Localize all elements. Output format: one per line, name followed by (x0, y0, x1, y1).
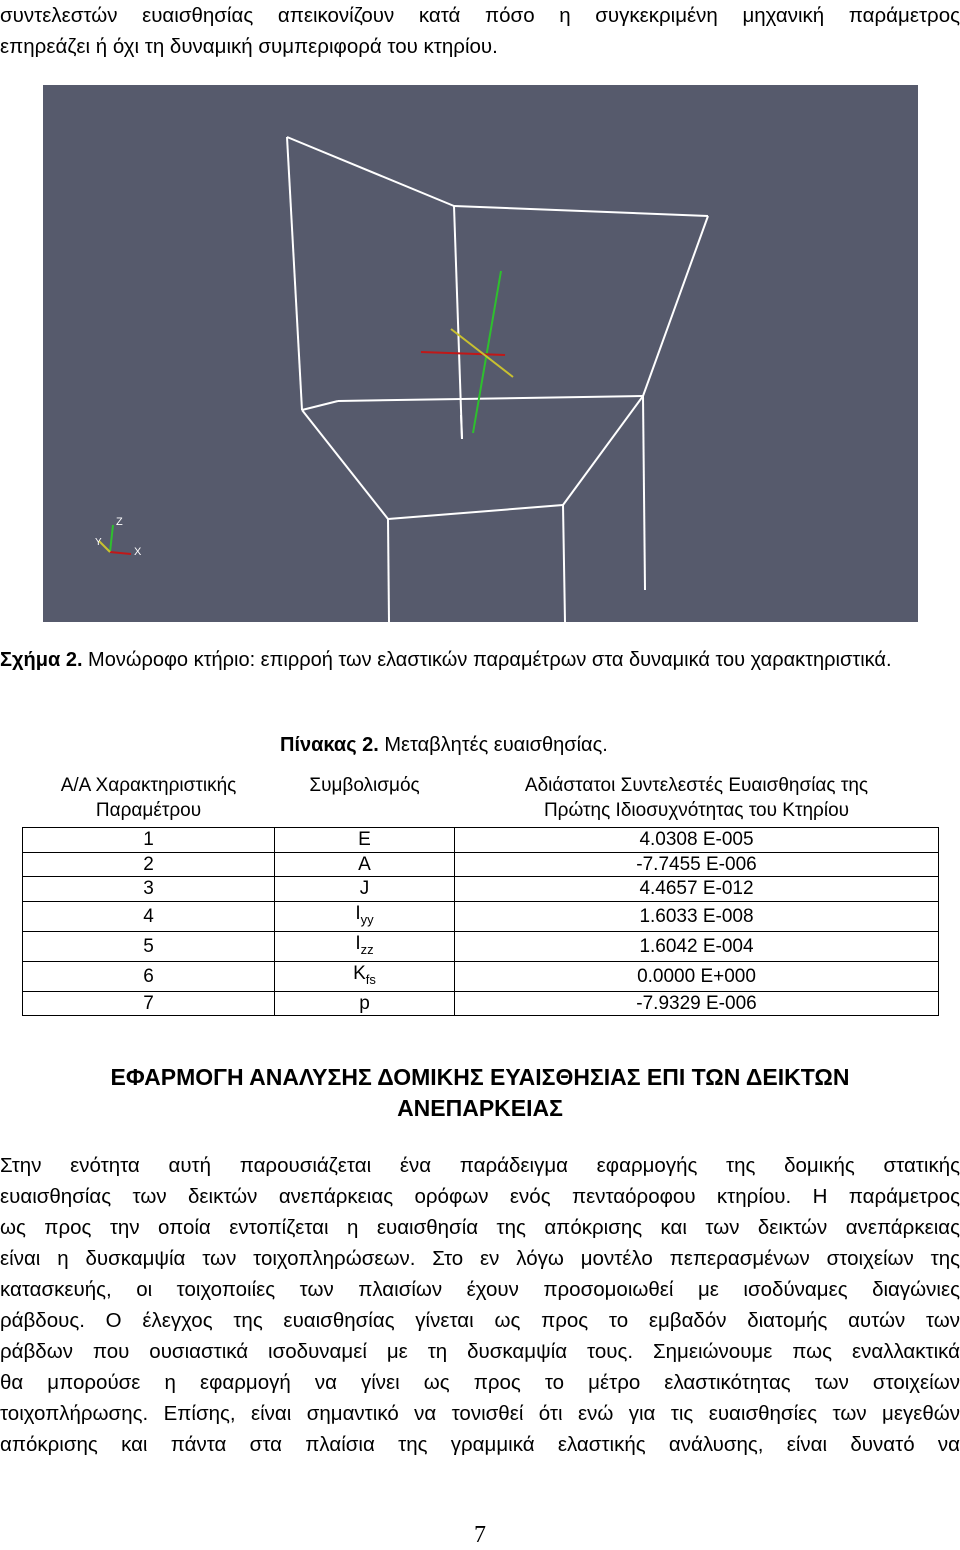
row-index: 6 (23, 961, 275, 991)
body-line: ράβδους. Ο έλεγχος της ευαισθησίας γίνεται ως προς το εμβαδόν διατομής αυτών των (0, 1309, 960, 1332)
table-row (23, 828, 939, 853)
row-symbol: E (275, 828, 455, 853)
row-symbol: $K_{fs}$ (275, 961, 455, 991)
table-row (23, 961, 939, 991)
table-title-text: Μεταβλητές ευαισθησίας. (378, 734, 608, 756)
row-index: 7 (23, 991, 275, 1016)
row-coefficient: -7.9329 E-006 (455, 991, 939, 1016)
row-symbol: p (275, 991, 455, 1016)
body-paragraph (0, 1150, 960, 1460)
row-coefficient: 1.6033 E-008 (455, 901, 939, 931)
intro-paragraph (0, 0, 960, 62)
row-index: 5 (23, 931, 275, 961)
row-coefficient: 1.6042 E-004 (455, 931, 939, 961)
figure-caption-text: Μονώροφο κτήριο: επιρροή των ελαστικών παραμέτρων στα δυναμικά του χαρακτηριστικά. (82, 649, 892, 671)
body-line: είναι η δυσκαμψία των τοιχοπληρώσεων. Στο εν λόγω μοντέλο πεπερασμένων στοιχείων της (0, 1247, 960, 1270)
intro-line-2: επηρεάζει ή όχι τη δυναμική συμπεριφορά του κτηρίου. (0, 35, 498, 58)
body-line: ως προς την οποία εντοπίζεται η ευαισθησία της απόκρισης και των δεικτών ανεπάρκειας (0, 1216, 960, 1239)
wireframe-model (43, 85, 918, 622)
row-symbol: $I_{zz}$ (275, 931, 455, 961)
header-symbol: Συμβολισμός (309, 775, 420, 796)
intro-line-1: συντελεστών ευαισθησίας απεικονίζουν κατά πόσο η συγκεκριμένη μηχανική παράμετρος (0, 4, 960, 27)
row-coefficient: 4.4657 E-012 (455, 877, 939, 902)
body-line: Στην ενότητα αυτή παρουσιάζεται ένα παράδειγμα εφαρμογής της δομικής στατικής (0, 1154, 960, 1177)
table-row (23, 901, 939, 931)
table-row (23, 931, 939, 961)
body-line: θα μπορούσε η εφαρμογή να γίνει ως προς το μέτρο ελαστικότητας των στοιχείων (0, 1371, 960, 1394)
table-row (23, 877, 939, 902)
axis-label-x: X (134, 546, 142, 558)
row-symbol: A (275, 852, 455, 877)
sensitivity-table (22, 771, 939, 1016)
row-symbol: J (275, 877, 455, 902)
axis-label-y: Y (95, 537, 102, 548)
row-coefficient: 4.0308 E-005 (455, 828, 939, 853)
table-title-label: Πίνακας 2. (280, 734, 379, 756)
red-axis (421, 352, 505, 355)
row-symbol: $I_{yy}$ (275, 901, 455, 931)
structure-3d-figure (43, 85, 918, 622)
table-row (23, 991, 939, 1016)
body-line: κατασκευής, οι τοιχοποιίες των πλαισίων έχουν προσομοιωθεί με ισοδύναμες διαγώνιες (0, 1278, 960, 1301)
table-header-row (23, 771, 939, 828)
row-coefficient: 0.0000 E+000 (455, 961, 939, 991)
row-symbol-subscript: zz (360, 941, 374, 957)
figure-caption-label: Σχήμα 2. (0, 649, 83, 671)
body-line: ράβδων που ουσιαστικά ισοδυναμεί με τη δυσκαμψία τους. Σημειώνουμε πως εναλλακτικά (0, 1340, 960, 1363)
row-index: 2 (23, 852, 275, 877)
axis-triad-icon (95, 516, 142, 558)
axis-label-z: Z (116, 516, 123, 528)
body-line: ευαισθησίας των δεικτών ανεπάρκειας ορόφων ενός πενταόροφου κτηρίου. Η παράμετρος (0, 1185, 960, 1208)
row-index: 3 (23, 877, 275, 902)
body-line: τοιχοπλήρωσης. Επίσης, είναι σημαντικό να τονισθεί ότι ενώ για τις ευαισθησίες των μεγεθών (0, 1402, 960, 1425)
table-row (23, 852, 939, 877)
header-index: Α/Α Χαρακτηριστικής Παραμέτρου (60, 775, 237, 821)
row-symbol-subscript: yy (360, 911, 374, 927)
row-symbol-subscript: fs (365, 971, 376, 987)
body-line: απόκρισης και πάντα στα πλαίσια της γραμμικά ελαστικής ανάλυσης, είναι δυνατό να (0, 1433, 960, 1456)
table-title (280, 732, 780, 758)
header-coefficient: Αδιάστατοι Συντελεστές Ευαισθησίας της Πρώτης Ιδιοσυχνότητας του Κτηρίου (524, 775, 869, 821)
row-index: 1 (23, 828, 275, 853)
figure-caption (0, 647, 960, 673)
frame-column (454, 206, 462, 439)
row-coefficient: -7.7455 E-006 (455, 852, 939, 877)
section-heading: ΕΦΑΡΜΟΓΗ ΑΝΑΛΥΣΗΣ ΔΟΜΙΚΗΣ ΕΥΑΙΣΘΗΣΙΑΣ ΕΠΙ ΤΩΝ ΔΕΙΚΤΩΝ ΑΝΕΠΑΡΚΕΙΑΣ (110, 1064, 850, 1121)
row-index: 4 (23, 901, 275, 931)
green-axis (473, 271, 501, 433)
page-number: 7 (474, 1522, 486, 1548)
